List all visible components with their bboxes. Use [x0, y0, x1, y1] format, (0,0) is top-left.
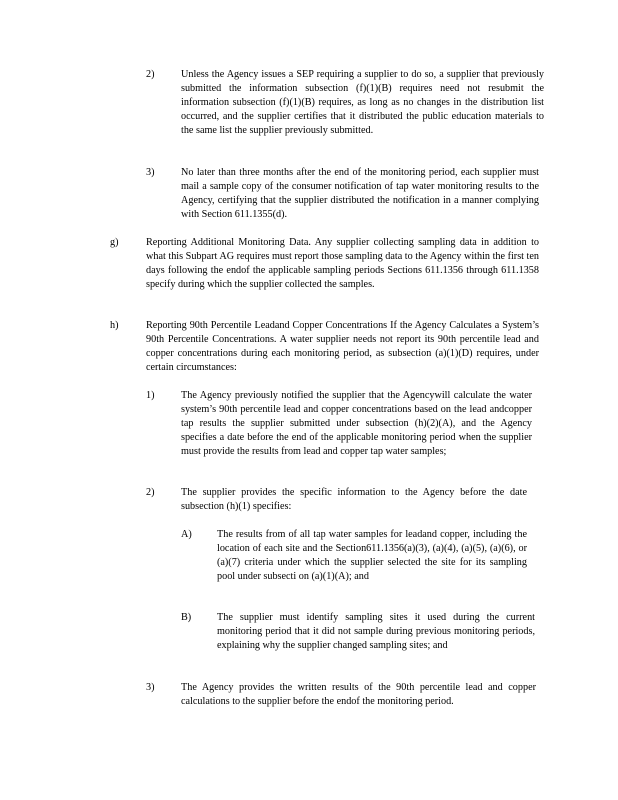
item-A-text: The results from of all tap water samples for leadand copper, including the location of each site and the Section611.1356(a)(3), (a)(4), (a)(5), (a)(6), or (a)(7) criteria under which the supplier selected the site for its sampling pool under subsecti on (a)(1)(A); and [217, 529, 527, 582]
item-h2-text: The supplier provides the specific information to the Agency before the date subsection (h)(1) specifies: [181, 487, 527, 512]
item-B-marker: B) [181, 612, 192, 623]
item-2-marker: 2) [146, 69, 155, 80]
section-g-text: Reporting Additional Monitoring Data. Any supplier collecting sampling data in addition to what this Subpart AG requires must report those sampling data to the Agency within the first ten days following the endof the applicable sampling periods Sections 611.1356 through 611.1358 specify during which the supplier collected the samples. [146, 237, 539, 290]
item-3-marker: 3) [146, 167, 155, 178]
item-h1-marker: 1) [146, 390, 155, 401]
item-h3-text: The Agency provides the written results of the 90th percentile lead and copper calculations to the supplier before the endof the monitoring period. [181, 682, 536, 707]
item-h3-marker: 3) [146, 682, 155, 693]
section-g-marker: g) [110, 237, 119, 248]
item-h2-marker: 2) [146, 487, 155, 498]
item-B-text: The supplier must identify sampling sites it used during the current monitoring period that it did not sample during previous monitoring periods, explaining why the supplier changed sampling sites; and [217, 612, 535, 651]
section-h-text: Reporting 90th Percentile Leadand Copper Concentrations If the Agency Calculates a System’s 90th Percentile Concentrations. A water supplier needs not report its 90th percentile lead and copper concentrations during each monitoring period, as subsection (a)(1)(D) requires, under certain circumstances: [146, 320, 539, 373]
item-h1-text: The Agency previously notified the supplier that the Agencywill calculate the water system’s 90th percentile lead and copper concentrations based on the lead andcopper tap results the supplier submitted under subsection (h)(2)(A), and the Agency specifies a date before the end of the applicable monitoring period when the supplier must provide the results from lead and copper tap water samples; [181, 390, 532, 457]
item-A-marker: A) [181, 529, 192, 540]
item-3-text: No later than three months after the end of the monitoring period, each supplier must mail a sample copy of the consumer notification of tap water monitoring results to the Agency, certifying that the supplier distributed the notification in a manner complying with Section 611.1355(d). [181, 167, 539, 220]
item-2-text: Unless the Agency issues a SEP requiring a supplier to do so, a supplier that previously submitted the information subsection (f)(1)(B) requires need not resubmit the information subsection (f)(1)(B) requires, as long as no changes in the distribution list occurred, and the supplier certifies that it distributed the public education materials to the same list the supplier previously submitted. [181, 69, 544, 136]
section-h-marker: h) [110, 320, 119, 331]
